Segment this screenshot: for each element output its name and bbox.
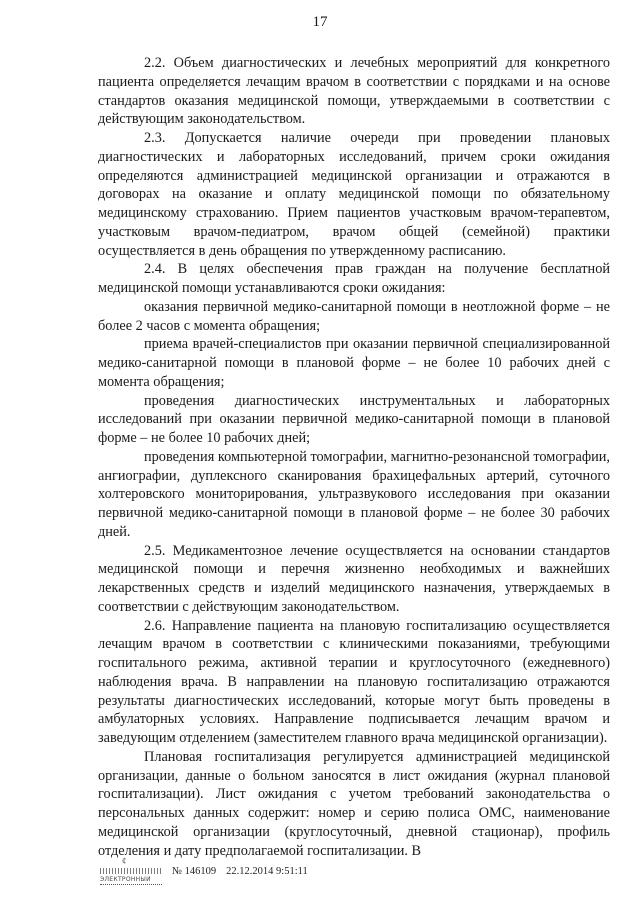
list-item-imaging: проведения компьютерной томографии, магнитно-резонансной томографии, ангиографии, дуплексного сканирования брахицефальных артерий, суточного холтеровского мониторирования, ультразвукового исследования при оказании первичной медико-санитарной помощи в плановой форме – не более 30 рабочих дней. bbox=[98, 448, 610, 540]
paragraph-2-2: 2.2. Объем диагностических и лечебных мероприятий для конкретного пациента определяется лечащим врачом в соответствии с порядками и на основе стандартов оказания медицинской помощи, утверждаемыми в соответствии с действующим законодательством. bbox=[98, 55, 610, 128]
footer bbox=[100, 858, 308, 885]
list-item-lab-tests: проведения диагностических инструментальных и лабораторных исследований при оказании первичной медико-санитарной помощи в плановой форме – не более 10 рабочих дней; bbox=[98, 392, 610, 446]
list-item-urgent-care: оказания первичной медико-санитарной помощи в неотложной форме – не более 2 часов с момента обращения; bbox=[98, 298, 610, 334]
registry-datetime: 22.12.2014 9:51:11 bbox=[226, 866, 308, 877]
paragraph-2-3: 2.3. Допускается наличие очереди при проведении плановых диагностических и лабораторных исследований, причем сроки ожидания определяются администрацией медицинской организации и отражаются в договорах на оказание и оплату медицинской помощи по обязательному медицинскому страхованию. Прием пациентов участковым врачом-терапевтом, участковым врачом-педиатром, врачом общей (семейной) практики осуществляется в день обращения по утвержденному расписанию. bbox=[98, 130, 610, 259]
page-number: 17 bbox=[312, 14, 328, 30]
paragraph-2-5: 2.5. Медикаментозное лечение осуществляется на основании стандартов медицинской помощи и перечня жизненно необходимых и важнейших лекарственных средств и изделий медицинского назначения, утверждаемых в соответствии с действующим законодательством. bbox=[98, 542, 610, 615]
paragraph-planned-hospitalization: Плановая госпитализация регулируется администрацией медицинской организации, данные о больном заносятся в лист ожидания (журнал плановой госпитализации). Лист ожидания с учетом требований законодательства о персональных данных содержит: номер и серию полиса ОМС, наименование медицинской организации (круглосуточный, дневной стационар), профиль отделения и дату предполагаемой госпитализации. В bbox=[98, 748, 610, 859]
document-body bbox=[98, 54, 610, 860]
list-item-specialist-visit: приема врачей-специалистов при оказании первичной специализированной медико-санитарной помощи в плановой форме – не более 10 рабочих дней с момента обращения; bbox=[98, 336, 610, 390]
registry-number: № 146109 bbox=[172, 866, 217, 877]
electronic-stamp-icon: ¢ ЭЛЕКТРОННЫЙ bbox=[100, 858, 162, 885]
paragraph-2-4: 2.4. В целях обеспечения прав граждан на получение бесплатной медицинской помощи устанавливаются сроки ожидания: bbox=[98, 261, 610, 296]
paragraph-2-6: 2.6. Направление пациента на плановую госпитализацию осуществляется лечащим врачом в соответствии с клиническими показаниями, требующими госпитального режима, активной терапии и круглосуточного (ежедневного) наблюдения врача. В направлении на плановую госпитализацию отражаются результаты диагностических исследований, которые могут быть проведены в амбулаторных условиях. Направление подписывается лечащим врачом и заведующим отделением (заместителем главного врача медицинской организации). bbox=[98, 617, 610, 746]
